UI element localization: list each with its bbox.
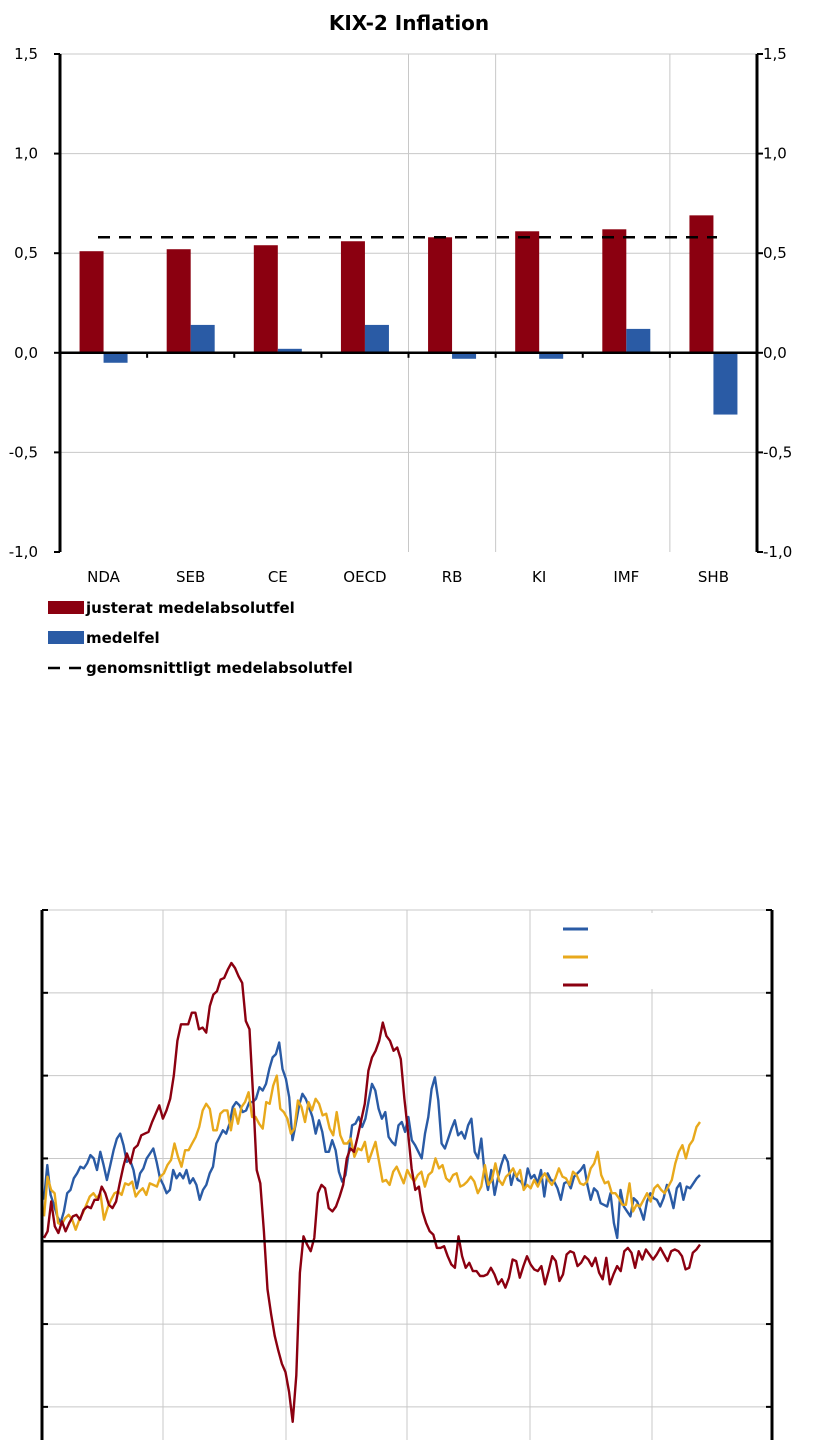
bar-justerat-seb [167,249,191,353]
series-line [44,963,700,1422]
category-label: NDA [87,568,120,586]
legend-label-average: genomsnittligt medelabsolutfel [86,659,353,677]
legend [555,913,655,989]
bar-medelfel-seb [191,325,215,353]
bar-justerat-ki [515,231,539,353]
legend [48,599,353,677]
series-lines [44,963,700,1422]
y-tick-label-right: 0,5 [763,244,787,263]
category-label: OECD [343,568,387,586]
legend-swatch-medelfel [48,631,84,644]
y-tick-label-right: -1,0 [763,543,793,561]
y-tick-label-left: 1,0 [14,144,38,163]
bar-justerat-imf [602,229,626,353]
bar-justerat-oecd [341,241,365,353]
tick-labels [9,45,793,561]
series-line [44,1043,700,1238]
bar-medelfel-shb [713,353,737,415]
legend-label-justerat: justerat medelabsolutfel [86,599,295,617]
bar-justerat-shb [689,215,713,352]
series-line [44,1076,700,1230]
bar-medelfel-imf [626,329,650,353]
category-label: SHB [697,568,729,586]
line-chart [0,880,818,1445]
category-label: RB [441,568,463,586]
category-label: SEB [176,568,206,586]
category-label: KI [532,568,547,586]
bar-justerat-ce [254,245,278,353]
bar-chart-kix2 [0,0,818,700]
category-label: IMF [613,568,640,586]
bar-justerat-nda [80,251,104,353]
bar-justerat-rb [428,237,452,353]
y-tick-label-right: 0,0 [763,343,787,362]
y-tick-label-right: -0,5 [763,443,793,462]
legend-label-medelfel: medelfel [86,629,160,647]
y-tick-label-left: 0,0 [14,343,38,362]
grid [60,54,757,552]
bar-medelfel-oecd [365,325,389,353]
bar-medelfel-nda [104,353,128,363]
y-tick-label-left: 0,5 [14,244,38,263]
category-labels [87,568,729,586]
category-label: CE [267,568,288,586]
y-tick-label-left: -0,5 [8,443,38,462]
chart-title: KIX-2 Inflation [328,11,490,35]
y-tick-label-left: -1,0 [8,543,38,561]
y-tick-label-right: 1,0 [763,144,787,163]
y-tick-label-right: 1,5 [763,45,787,63]
legend-swatch-justerat [48,601,84,614]
legend-box [555,913,655,989]
y-tick-label-left: 1,5 [14,45,38,63]
